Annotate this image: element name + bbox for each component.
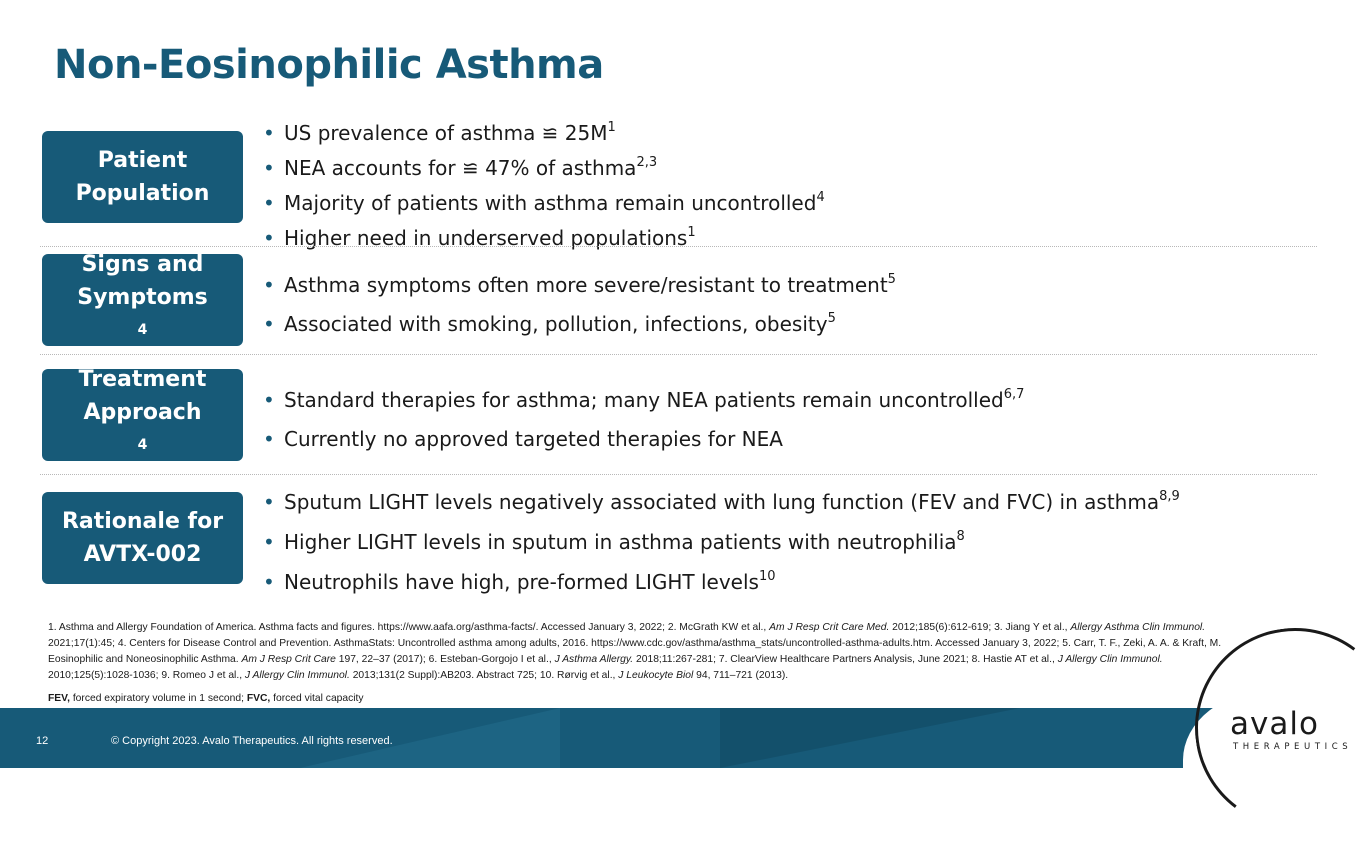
bullet-dot-icon: • [263, 226, 275, 250]
bullet-sup: 10 [758, 569, 776, 585]
abbr-term: FEV, [48, 693, 70, 704]
label-sup: 4 [137, 321, 148, 338]
bullet-sup: 5 [887, 272, 896, 288]
bullet-text: Currently no approved targeted therapies for NEA [284, 427, 783, 451]
section-divider [40, 246, 1317, 247]
bullet-dot-icon: • [263, 121, 275, 145]
ref-part: J Allergy Clin Immunol. [244, 670, 350, 681]
label-line: Symptoms [77, 284, 208, 310]
ref-part: Am J Resp Crit Care Med. [769, 622, 890, 633]
bullet-text: Higher LIGHT levels in sputum in asthma patients with neutrophilia [284, 530, 957, 554]
ref-part: 2013;131(2 Suppl):AB203. Abstract 725; 10. Rørvig et al., [349, 670, 619, 681]
label-line: Population [75, 181, 210, 206]
bullet-sup: 2,3 [636, 155, 658, 171]
bullet-item [263, 420, 1024, 459]
ref-part: 94, 711–721 (2013). [693, 670, 789, 681]
logo-wordmark: avalo [1230, 706, 1319, 742]
bullet-text: Neutrophils have high, pre-formed LIGHT levels [284, 570, 759, 594]
ref-part: 2018;11:267-281; 7. ClearView Healthcare Partners Analysis, June 2021; 8. Hastie AT et al., [633, 654, 1058, 665]
bullet-sup: 8,9 [1159, 489, 1180, 505]
bullet-item [263, 116, 825, 151]
bullet-text: Associated with smoking, pollution, infections, obesity [284, 312, 828, 336]
bullet-sup: 8 [956, 529, 965, 545]
label-line: Signs and [81, 251, 204, 277]
ref-part: 1. Asthma and Allergy Foundation of America. Asthma facts and figures. https://www.aafa.org/asthma-facts/. Accessed January 3, 2022; 2. McGrath KW et al., [48, 622, 770, 633]
ref-part: J Asthma Allergy. [554, 654, 634, 665]
bullet-sup: 1 [607, 120, 616, 136]
bullet-item [263, 266, 896, 305]
bullet-item [263, 221, 825, 256]
page-number: 12 [36, 735, 49, 747]
bullet-sup: 1 [687, 225, 696, 241]
label-line-with-sup [79, 396, 207, 467]
label-patient-population [42, 131, 243, 223]
logo-subtitle: THERAPEUTICS [1233, 742, 1353, 752]
bullet-dot-icon: • [263, 490, 275, 514]
bullet-text: NEA accounts for ≌ 47% of asthma [284, 156, 637, 180]
abbr-def: forced expiratory volume in 1 second; [69, 693, 247, 704]
bullets-signs-and-symptoms [263, 266, 896, 344]
label-treatment-approach [42, 366, 243, 461]
label-signs-and-symptoms [42, 251, 243, 346]
bullet-dot-icon: • [263, 388, 275, 412]
bullets-treatment-approach [263, 381, 1024, 459]
abbreviations [48, 691, 1248, 707]
bullet-sup: 5 [827, 311, 836, 327]
references [48, 620, 1248, 707]
footer-decoration [720, 708, 1020, 768]
bullet-text: Higher need in underserved populations [284, 226, 688, 250]
ref-part: 2012;185(6):612-619; 3. Jiang Y et al., [889, 622, 1071, 633]
label-rationale [42, 492, 243, 584]
bullet-item [263, 381, 1024, 420]
ref-part: J Leukocyte Biol [618, 670, 694, 681]
bullet-text: Asthma symptoms often more severe/resistant to treatment [284, 273, 888, 297]
bullet-item [263, 305, 896, 344]
label-line: Patient [97, 148, 188, 173]
page-title: Non-Eosinophilic Asthma [54, 42, 604, 88]
reference-list [48, 620, 1248, 684]
bullet-dot-icon: • [263, 312, 275, 336]
bullet-item [263, 482, 1180, 522]
section-divider [40, 474, 1317, 475]
bullet-text: US prevalence of asthma ≌ 25M [284, 121, 608, 145]
bullet-dot-icon: • [263, 273, 275, 297]
bullet-sup: 4 [816, 190, 825, 206]
bullet-dot-icon: • [263, 570, 275, 594]
ref-part: Allergy Asthma Clin Immunol. [1070, 622, 1206, 633]
label-line: Treatment [78, 366, 207, 392]
bullet-dot-icon: • [263, 156, 275, 180]
bullets-rationale [263, 482, 1180, 602]
bullet-item [263, 186, 825, 221]
bullet-sup: 6,7 [1003, 387, 1025, 403]
ref-part: 2010;125(5):1028-1036; 9. Romeo J et al., [48, 670, 245, 681]
footer-bar [0, 708, 1365, 768]
bullet-dot-icon: • [263, 191, 275, 215]
label-sup: 4 [137, 436, 148, 453]
copyright-text: © Copyright 2023. Avalo Therapeutics. All rights reserved. [111, 735, 393, 747]
bullet-text: Sputum LIGHT levels negatively associated with lung function (FEV and FVC) in asthma [284, 490, 1160, 514]
label-line: AVTX-002 [83, 542, 202, 567]
ref-part: Am J Resp Crit Care [241, 654, 336, 665]
ref-part: 2021;17(1):45; 4. Centers for Disease Control and Prevention. AsthmaStats: Uncontrolled asthma among adults, 2016. https://www.cdc.gov/asthma/asthma_stats/uncontrolled-asthma-adults.htm. Accessed January 3, 2022; 5. Carr, T. F., Zeki, A. A. & Kraft, M. Eosinophilic and Noneosinophilic Asthma. [48, 638, 1222, 665]
label-line: Approach [83, 399, 202, 425]
bullet-dot-icon: • [263, 427, 275, 451]
bullet-text: Standard therapies for asthma; many NEA patients remain uncontrolled [284, 388, 1004, 412]
label-line: Rationale for [61, 509, 224, 534]
abbr-def: forced vital capacity [270, 693, 364, 704]
bullet-dot-icon: • [263, 530, 275, 554]
bullets-patient-population [263, 116, 825, 256]
label-line-with-sup [77, 281, 208, 352]
bullet-item [263, 562, 1180, 602]
abbr-term: FVC, [246, 693, 271, 704]
bullet-item [263, 522, 1180, 562]
ref-part: J Allergy Clin Immunol. [1057, 654, 1163, 665]
ref-part: 197, 22–37 (2017); 6. Esteban-Gorgojo I et al., [335, 654, 555, 665]
bullet-item [263, 151, 825, 186]
bullet-text: Majority of patients with asthma remain uncontrolled [284, 191, 817, 215]
section-divider [40, 354, 1317, 355]
